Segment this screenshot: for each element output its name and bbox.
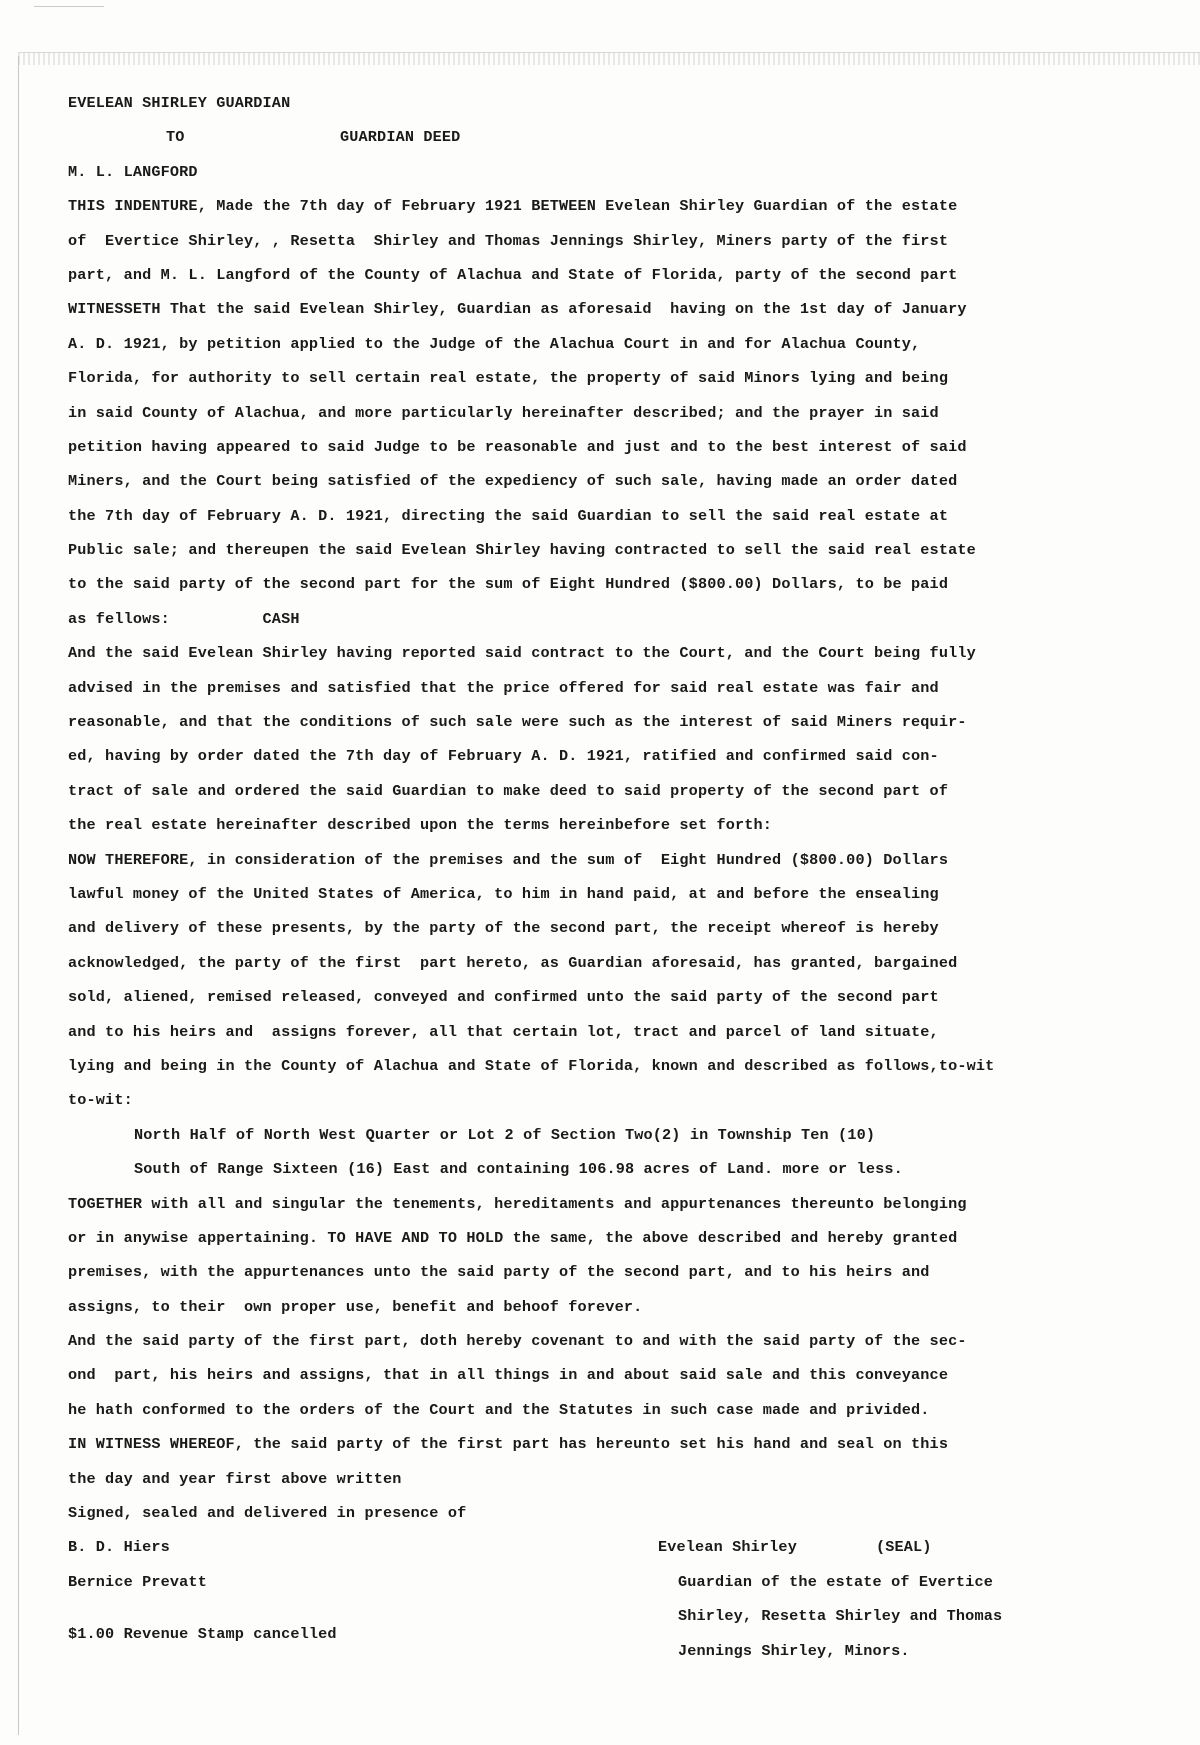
closing-line: ond part, his heirs and assigns, that in all things in and about said sale and this conveyance bbox=[68, 1366, 949, 1385]
body-line: tract of sale and ordered the said Guardian to make deed to said property of the second part of bbox=[68, 781, 949, 800]
body-line: advised in the premises and satisfied that the price offered for said real estate was fair and bbox=[68, 678, 939, 697]
closing-line: Signed, sealed and delivered in presence of bbox=[68, 1504, 467, 1523]
header-deed-type: GUARDIAN DEED bbox=[340, 128, 461, 147]
witnesses bbox=[68, 1530, 488, 1651]
signature-name-row bbox=[658, 1530, 1108, 1564]
closing-line: the day and year first above written bbox=[68, 1469, 402, 1488]
witness-name: Bernice Prevatt bbox=[68, 1572, 207, 1591]
closing-line: premises, with the appurtenances unto the said party of the second part, and to his heirs and bbox=[68, 1263, 930, 1282]
closing-line: And the said party of the first part, doth hereby covenant to and with the said party of the sec- bbox=[68, 1332, 967, 1351]
deed-closing bbox=[68, 1187, 1108, 1531]
closing-line: or in anywise appertaining. TO HAVE AND TO HOLD the same, the above described and hereby granted bbox=[68, 1228, 958, 1247]
header-to: TO bbox=[166, 128, 185, 147]
signer-capacity-line: Guardian of the estate of Evertice bbox=[678, 1572, 993, 1591]
body-line: acknowledged, the party of the first part hereto, as Guardian aforesaid, has granted, bargained bbox=[68, 953, 958, 972]
signer-name: Evelean Shirley bbox=[658, 1538, 797, 1557]
deed-document bbox=[68, 86, 1108, 1702]
closing-line: TOGETHER with all and singular the tenements, hereditaments and appurtenances thereunto belonging bbox=[68, 1194, 967, 1213]
signer-capacity-line: Jennings Shirley, Minors. bbox=[678, 1641, 910, 1660]
closing-line: assigns, to their own proper use, benefit and behoof forever. bbox=[68, 1297, 643, 1316]
body-line: as fellows: CASH bbox=[68, 609, 300, 628]
body-line: ed, having by order dated the 7th day of February A. D. 1921, ratified and confirmed said con- bbox=[68, 747, 939, 766]
header-row bbox=[68, 120, 1108, 154]
body-line: WITNESSETH That the said Evelean Shirley, Guardian as aforesaid having on the 1st day of January bbox=[68, 300, 967, 319]
body-line: of Evertice Shirley, , Resetta Shirley and Thomas Jennings Shirley, Miners party of the first bbox=[68, 231, 949, 250]
closing-line: IN WITNESS WHEREOF, the said party of the first part has hereunto set his hand and seal on this bbox=[68, 1435, 949, 1454]
body-line: and to his heirs and assigns forever, all that certain lot, tract and parcel of land situate, bbox=[68, 1022, 939, 1041]
body-line: and delivery of these presents, by the party of the second part, the receipt whereof is hereby bbox=[68, 919, 939, 938]
witness-name: B. D. Hiers bbox=[68, 1538, 170, 1557]
legal-description-line: South of Range Sixteen (16) East and containing 106.98 acres of Land. more or less. bbox=[134, 1160, 903, 1179]
body-line: the real estate hereinafter described upon the terms hereinbefore set forth: bbox=[68, 816, 773, 835]
page-corner-mark bbox=[34, 0, 104, 7]
body-line: lawful money of the United States of America, to him in hand paid, at and before the ensealing bbox=[68, 884, 939, 903]
grantor-signature bbox=[658, 1530, 1108, 1668]
page-left-edge bbox=[18, 56, 19, 1735]
header-grantor: EVELEAN SHIRLEY GUARDIAN bbox=[68, 94, 291, 112]
body-line: Miners, and the Court being satisfied of the expediency of such sale, having made an order dated bbox=[68, 472, 958, 491]
body-line: to-wit: bbox=[68, 1091, 133, 1110]
body-line: petition having appeared to said Judge to be reasonable and just and to the best interest of said bbox=[68, 437, 967, 456]
closing-line: he hath conformed to the orders of the Court and the Statutes in such case made and privided. bbox=[68, 1400, 930, 1419]
body-line: sold, aliened, remised released, conveyed and confirmed unto the said party of the second part bbox=[68, 988, 939, 1007]
body-line: THIS INDENTURE, Made the 7th day of February 1921 BETWEEN Evelean Shirley Guardian of the estate bbox=[68, 197, 958, 216]
deed-body bbox=[68, 189, 1108, 1118]
signature-block bbox=[68, 1530, 1108, 1702]
header-grantee: M. L. LANGFORD bbox=[68, 162, 198, 181]
body-line: the 7th day of February A. D. 1921, directing the said Guardian to sell the said real estate at bbox=[68, 506, 949, 525]
body-line: Florida, for authority to sell certain real estate, the property of said Minors lying and being bbox=[68, 369, 949, 388]
body-line: to the said party of the second part for the sum of Eight Hundred ($800.00) Dollars, to be paid bbox=[68, 575, 949, 594]
legal-description bbox=[68, 1118, 1108, 1187]
body-line: A. D. 1921, by petition applied to the Judge of the Alachua Court in and for Alachua County, bbox=[68, 334, 921, 353]
body-line: in said County of Alachua, and more particularly hereinafter described; and the prayer in said bbox=[68, 403, 939, 422]
legal-description-line: North Half of North West Quarter or Lot 2 of Section Two(2) in Township Ten (10) bbox=[134, 1125, 876, 1144]
body-line: lying and being in the County of Alachua and State of Florida, known and described as follows,to-wit bbox=[68, 1056, 995, 1075]
body-line: And the said Evelean Shirley having reported said contract to the Court, and the Court being fully bbox=[68, 644, 976, 663]
body-line: NOW THEREFORE, in consideration of the premises and the sum of Eight Hundred ($800.00) Dollars bbox=[68, 850, 949, 869]
body-line: reasonable, and that the conditions of such sale were such as the interest of said Miners requir- bbox=[68, 713, 967, 732]
page-top-edge bbox=[18, 52, 1200, 65]
body-line: Public sale; and thereupen the said Evelean Shirley having contracted to sell the said real estate bbox=[68, 541, 976, 560]
signer-capacity-line: Shirley, Resetta Shirley and Thomas bbox=[678, 1607, 1003, 1626]
body-line: part, and M. L. Langford of the County of Alachua and State of Florida, party of the second part bbox=[68, 265, 958, 284]
revenue-stamp-note: $1.00 Revenue Stamp cancelled bbox=[68, 1625, 337, 1644]
seal-mark: (SEAL) bbox=[876, 1538, 932, 1557]
